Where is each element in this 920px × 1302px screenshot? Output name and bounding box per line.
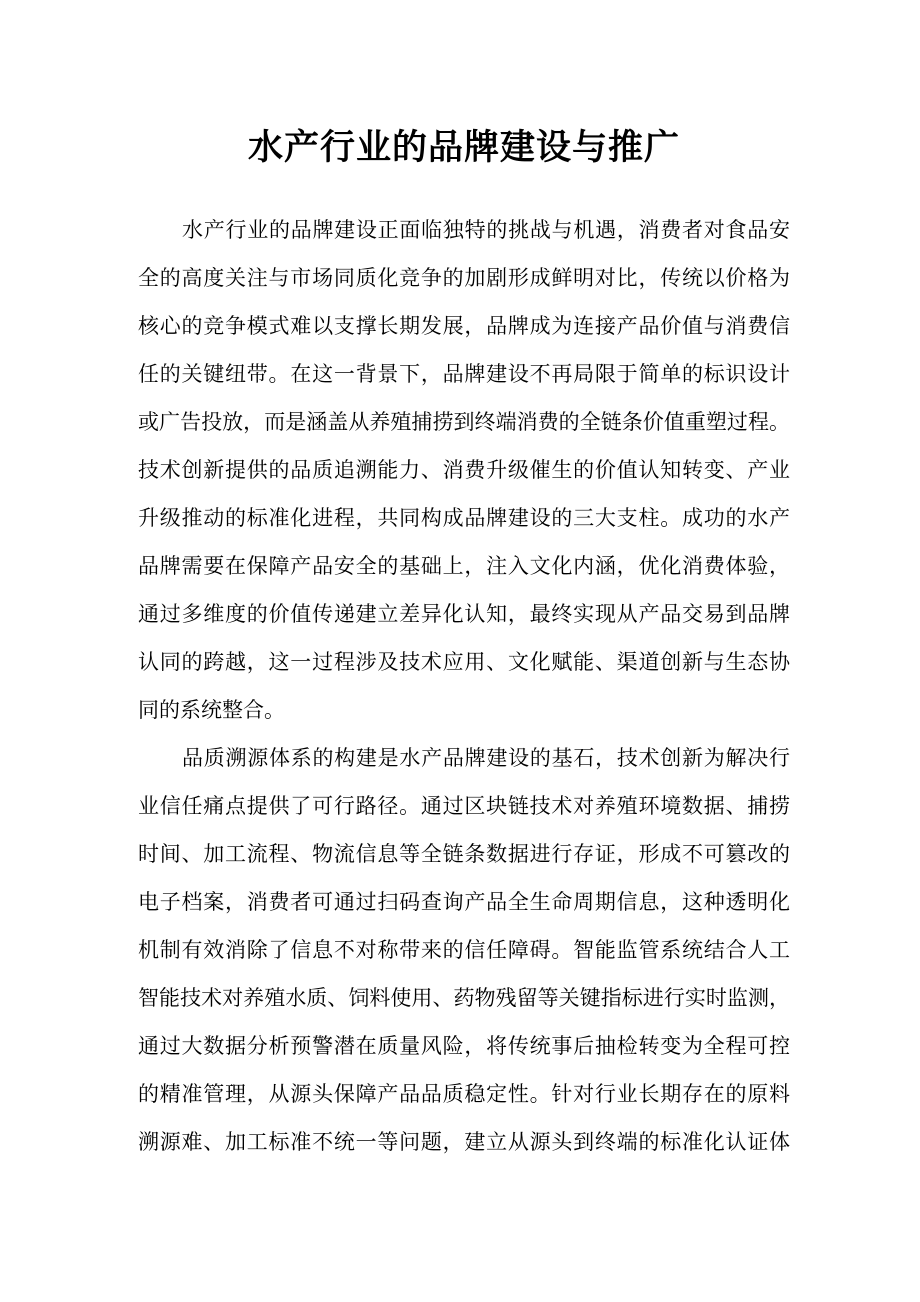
paragraph-1-line-5: 或广告投放，而是涵盖从养殖捕捞到终端消费的全链条价值重塑过程。 [138, 410, 790, 434]
paragraph-1-line-10: 认同的跨越，这一过程涉及技术应用、文化赋能、渠道创新与生态协 [138, 650, 790, 674]
paragraph-2-line-2: 业信任痛点提供了可行路径。通过区块链技术对养殖环境数据、捕捞 [138, 794, 790, 818]
paragraph-1-line-3: 核心的竞争模式难以支撑长期发展，品牌成为连接产品价值与消费信 [138, 314, 790, 338]
paragraph-1-line-4: 任的关键纽带。在这一背景下，品牌建设不再局限于简单的标识设计 [138, 362, 790, 386]
paragraph-1-line-8: 品牌需要在保障产品安全的基础上，注入文化内涵，优化消费体验， [138, 554, 790, 578]
paragraph-2-line-8: 的精准管理，从源头保障产品品质稳定性。针对行业长期存在的原料 [138, 1082, 790, 1106]
paragraph-2-line-4: 电子档案，消费者可通过扫码查询产品全生命周期信息，这种透明化 [138, 890, 790, 914]
document-body [138, 206, 790, 1166]
paragraph-2-line-6: 智能技术对养殖水质、饲料使用、药物残留等关键指标进行实时监测， [138, 986, 790, 1010]
paragraph-1-line-6: 技术创新提供的品质追溯能力、消费升级催生的价值认知转变、产业 [138, 458, 790, 482]
document-title: 水产行业的品牌建设与推广 [247, 128, 680, 167]
paragraph-1-line-11: 同的系统整合。 [138, 698, 285, 722]
paragraph-2-line-9: 溯源难、加工标准不统一等问题，建立从源头到终端的标准化认证体 [138, 1130, 790, 1154]
paragraph-1-line-9: 通过多维度的价值传递建立差异化认知，最终实现从产品交易到品牌 [138, 602, 790, 626]
paragraph-1-line-7: 升级推动的标准化进程，共同构成品牌建设的三大支柱。成功的水产 [138, 506, 790, 530]
paragraph-2-line-5: 机制有效消除了信息不对称带来的信任障碍。智能监管系统结合人工 [138, 938, 790, 962]
paragraph-2-line-7: 通过大数据分析预警潜在质量风险，将传统事后抽检转变为全程可控 [138, 1034, 790, 1058]
paragraph-1-line-1: 水产行业的品牌建设正面临独特的挑战与机遇，消费者对食品安 [182, 218, 790, 242]
paragraph-2-line-3: 时间、加工流程、物流信息等全链条数据进行存证，形成不可篡改的 [138, 842, 790, 866]
paragraph-2-line-1: 品质溯源体系的构建是水产品牌建设的基石，技术创新为解决行 [182, 746, 790, 770]
paragraph-1-line-2: 全的高度关注与市场同质化竞争的加剧形成鲜明对比，传统以价格为 [138, 266, 790, 290]
